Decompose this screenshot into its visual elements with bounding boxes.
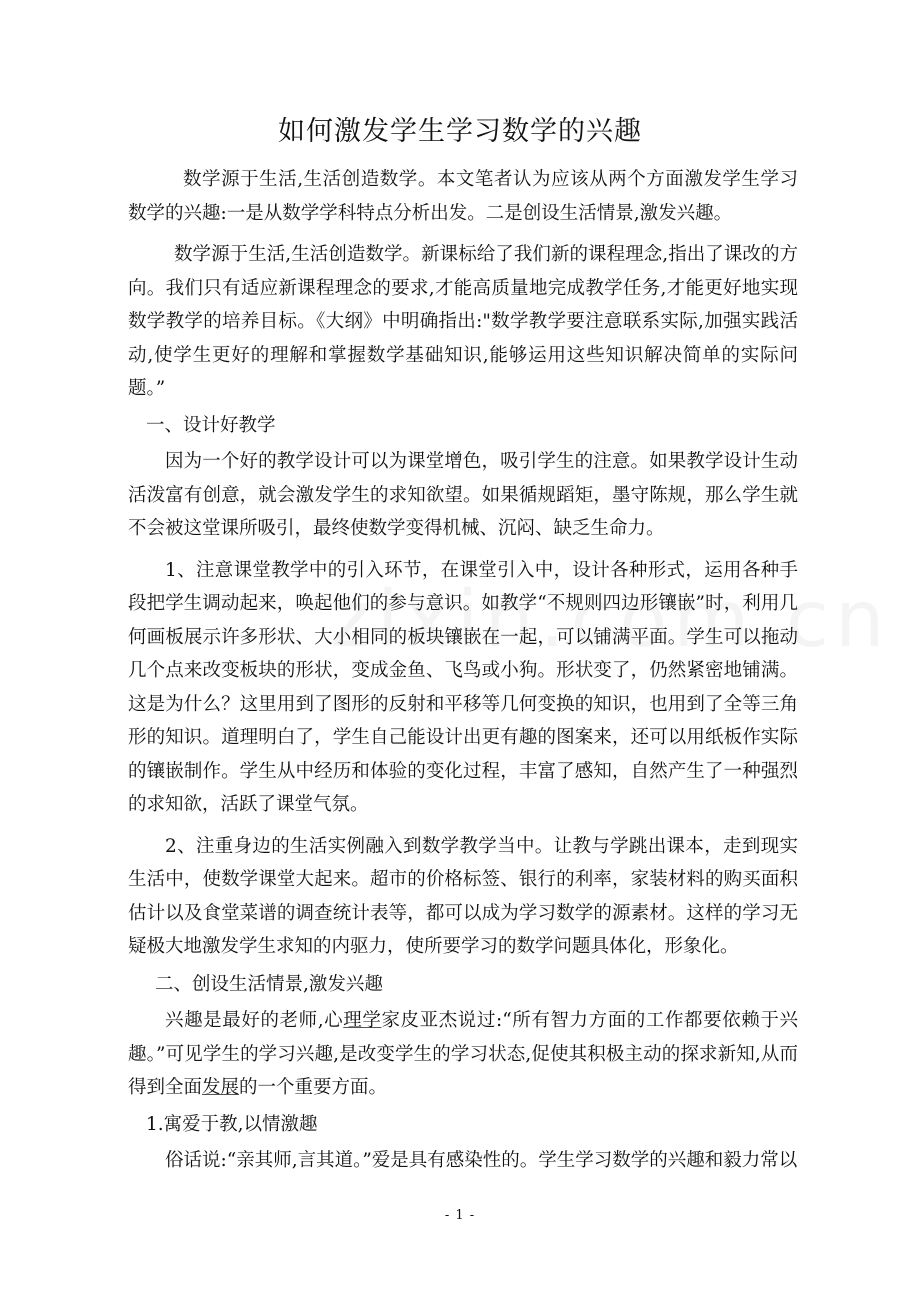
document-body [128, 163, 798, 1178]
page-number: - 1 - [444, 1208, 476, 1223]
interest-text-b: 家皮亚杰说过:“所有智力方面的工作都要依赖于兴趣。”可见学生的学习兴趣,是改变学生的学习状态,促使其积极主动的探求新知,从而得到全面 [128, 1010, 798, 1098]
section-heading-1: 一、设计好教学 [146, 414, 276, 436]
development-link[interactable]: 发展 [202, 1077, 240, 1098]
item-1-paragraph: 1、注意课堂教学中的引入环节，在课堂引入中，设计各种形式，运用各种手段把学生调动起来，唤起他们的参与意识。如教学“不规则四边形镶嵌”时，利用几何画板展示许多形状、大小相同的板块镶嵌在一起，可以铺满平面。学生可以拖动几个点来改变板块的形状，变成金鱼、飞鸟或小狗。形状变了，仍然紧密地铺满。这是为什么？这里用到了图形的反射和平移等几何变换的知识，也用到了全等三角形的知识。道理明白了，学生自己能设计出更有趣的图案来，还可以用纸板作实际的镶嵌制作。学生从中经历和体验的变化过程，丰富了感知，自然产生了一种强烈的求知欲，活跃了课堂气氛。 [128, 559, 798, 815]
main-paragraph: 数学源于生活,生活创造数学。新课标给了我们新的课程理念,指出了课改的方向。我们只有适应新课程理念的要求,才能高质量地完成教学任务,才能更好地实现数学教学的培养目标。《大纲》中明确指出:"数学教学要注意联系实际,加强实践活动,使学生更好的理解和掌握数学基础知识,能够运用这些知识解决简单的实际问题。” [128, 244, 798, 399]
interest-text-c: 的一个重要方面。 [239, 1077, 388, 1098]
subsection-heading-1: 1.寓爱于教,以情激趣 [146, 1113, 318, 1135]
design-paragraph: 因为一个好的教学设计可以为课堂增色，吸引学生的注意。如果教学设计生动活泼富有创意，就会激发学生的求知欲望。如果循规蹈矩，墨守陈规，那么学生就不会被这堂课所吸引，最终使数学变得机械、沉闷、缺乏生命力。 [128, 451, 798, 539]
psychology-link[interactable]: 理学 [343, 1010, 382, 1031]
proverb-paragraph: 俗话说:“亲其师,言其道。”爱是具有感染性的。学生学习数学的兴趣和毅力常以 [165, 1150, 798, 1171]
item-2-paragraph: 2、注重身边的生活实例融入到数学教学当中。让教与学跳出课本，走到现实生活中，使数学课堂大起来。超市的价格标签、银行的利率，家装材料的购买面积估计以及食堂菜谱的调查统计表等，都可以成为学习数学的源素材。这样的学习无疑极大地激发学生求知的内驱力，使所要学习的数学问题具体化，形象化。 [128, 835, 798, 957]
section-heading-2: 二、创设生活情景,激发兴趣 [155, 973, 383, 995]
interest-text-a: 兴趣是最好的老师,心 [165, 1010, 344, 1031]
page-title: 如何激发学生学习数学的兴趣 [278, 116, 642, 147]
interest-paragraph [128, 1004, 798, 1105]
intro-paragraph: 数学源于生活,生活创造数学。本文笔者认为应该从两个方面激发学生学习数学的兴趣:一是从数学学科特点分析出发。二是创设生活情景,激发兴趣。 [128, 169, 798, 224]
